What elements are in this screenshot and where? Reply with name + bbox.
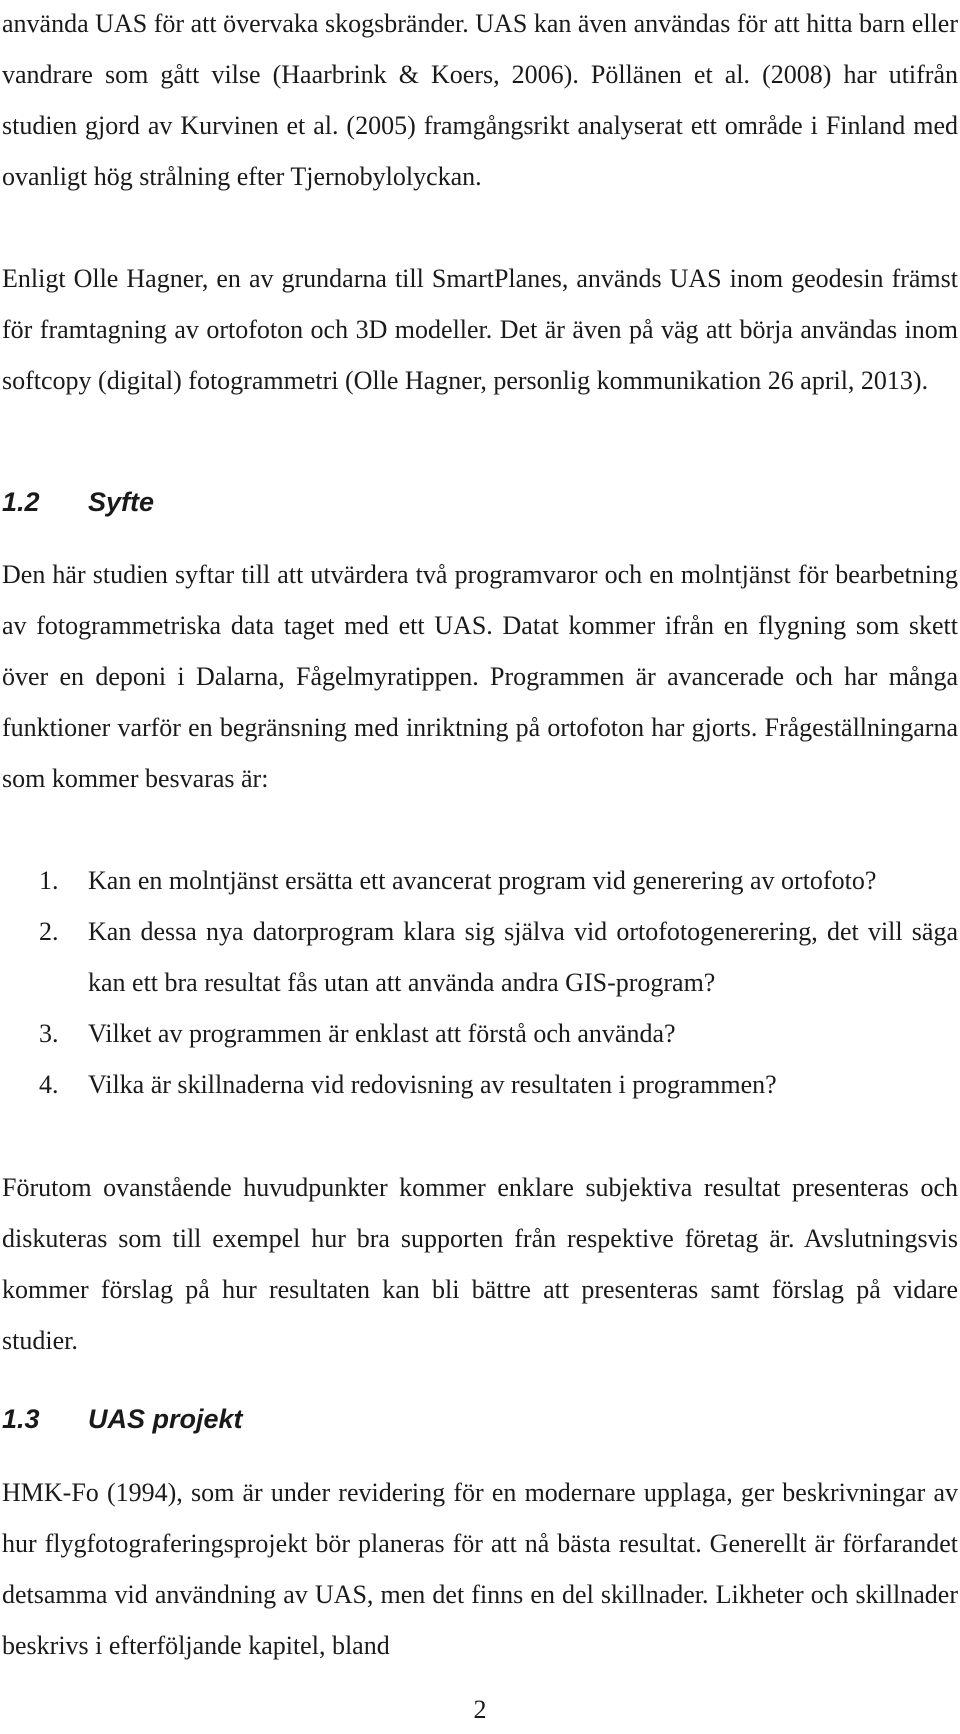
- list-item: [2, 906, 958, 1008]
- page-number: 2: [473, 1695, 487, 1724]
- list-item-text: Kan dessa nya datorprogram klara sig själva vid ortofotogenerering, det vill säga kan ett bra resultat fås utan att använda andra GIS-program?: [88, 917, 958, 997]
- section-title: Syfte: [88, 487, 155, 517]
- section-heading-uas-projekt: [2, 1402, 243, 1436]
- section-heading-syfte: [2, 485, 154, 519]
- list-marker: 3.: [39, 1019, 59, 1048]
- list-item-text: Vilka är skillnaderna vid redovisning av resultaten i programmen?: [88, 1070, 777, 1099]
- list-item-text: Kan en molntjänst ersätta ett avancerat program vid generering av ortofoto?: [88, 866, 877, 895]
- list-marker: 1.: [39, 866, 59, 895]
- paragraph-intro-continued: använda UAS för att övervaka skogsbränder. UAS kan även användas för att hitta barn eller vandrare som gått vilse (Haarbrink & Koers, 2006). Pöllänen et al. (2008) har utifrån studien gjord av Kurvinen et al. (2005) framgångsrikt analyserat ett område i Finland med ovanligt hög strålning efter Tjernobylolyckan.: [2, 9, 958, 191]
- section-number: 1.3: [2, 1404, 40, 1434]
- list-marker: 4.: [39, 1070, 59, 1099]
- paragraph-after-list: Förutom ovanstående huvudpunkter kommer enklare subjektiva resultat presenteras och diskuteras som till exempel hur bra supporten från respektive företag är. Avslutningsvis kommer förslag på hur resultaten kan bli bättre att presenteras samt förslag på vidare studier.: [2, 1173, 958, 1355]
- section-title: UAS projekt: [88, 1404, 243, 1434]
- paragraph-syfte: Den här studien syftar till att utvärdera två programvaror och en molntjänst för bearbetning av fotogrammetriska data taget med ett UAS. Datat kommer ifrån en flygning som skett över en deponi i Dalarna, Fågelmyratippen. Programmen är avancerade och har många funktioner varför en begränsning med inriktning på ortofoton har gjorts. Frågeställningarna som kommer besvaras är:: [2, 560, 958, 793]
- list-item: [2, 1008, 958, 1059]
- paragraph-uas-projekt: HMK-Fo (1994), som är under revidering för en modernare upplaga, ger beskrivningar av hur flygfotograferingsprojekt bör planeras för att nå bästa resultat. Generellt är förfarandet detsamma vid användning av UAS, men det finns en del skillnader. Likheter och skillnader beskrivs i efterföljande kapitel, bland: [2, 1478, 958, 1660]
- list-item: [2, 1059, 958, 1110]
- list-marker: 2.: [39, 917, 59, 946]
- question-list: [2, 855, 958, 1110]
- section-number: 1.2: [2, 487, 40, 517]
- list-item: [2, 855, 958, 906]
- list-item-text: Vilket av programmen är enklast att förstå och använda?: [88, 1019, 676, 1048]
- paragraph-hagner: Enligt Olle Hagner, en av grundarna till SmartPlanes, används UAS inom geodesin främst för framtagning av ortofoton och 3D modeller. Det är även på väg att börja användas inom softcopy (digital) fotogrammetri (Olle Hagner, personlig kommunikation 26 april, 2013).: [2, 264, 958, 395]
